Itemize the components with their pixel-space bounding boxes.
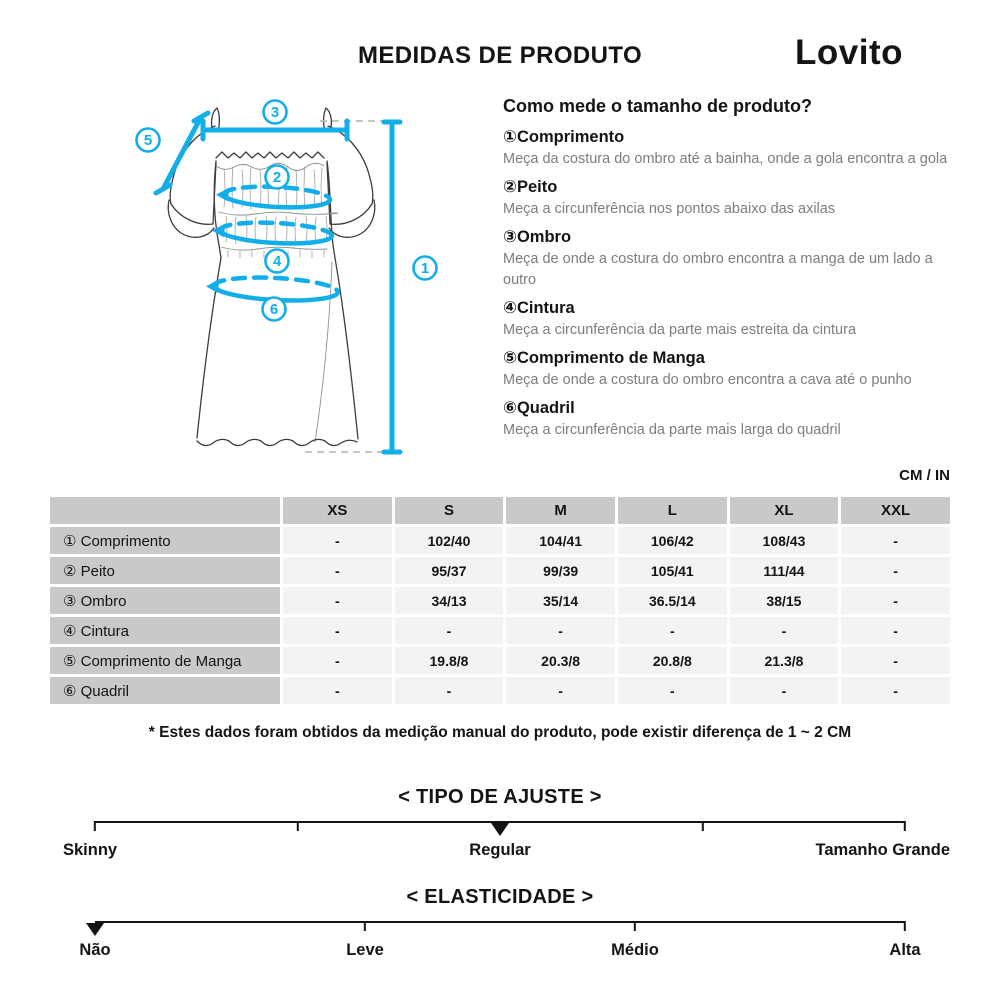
table-corner-cell xyxy=(50,497,280,524)
svg-text:4: 4 xyxy=(272,253,282,270)
cell: 111/44 xyxy=(730,557,839,584)
cell: 19.8/8 xyxy=(395,647,504,674)
measurement-footnote: * Estes dados foram obtidos da medição manual do produto, pode existir diferença de 1 ~ 2 CM xyxy=(148,724,852,741)
col-header-m: M xyxy=(506,497,615,524)
svg-text:1: 1 xyxy=(420,260,430,277)
row-label: ④ Cintura xyxy=(50,617,280,644)
guide-item-title: ②Peito xyxy=(503,178,558,196)
cell: - xyxy=(283,557,392,584)
guide-item-quadril xyxy=(503,398,950,441)
elasticity-scale xyxy=(95,921,905,923)
guide-item-ombro xyxy=(503,227,950,291)
guide-heading: Como mede o tamanho de produto? xyxy=(503,96,812,116)
cell: 38/15 xyxy=(730,587,839,614)
elasticity-tick-leve xyxy=(364,921,366,931)
cell: - xyxy=(395,677,504,704)
fit-type-labels xyxy=(50,841,950,863)
cell: 102/40 xyxy=(395,527,504,554)
cell: - xyxy=(618,617,727,644)
cell: 99/39 xyxy=(506,557,615,584)
cell: - xyxy=(841,557,950,584)
guide-item-title: ⑤Comprimento de Manga xyxy=(503,349,705,367)
col-header-l: L xyxy=(618,497,727,524)
cell: - xyxy=(730,677,839,704)
guide-item-title: ④Cintura xyxy=(503,299,575,317)
row-label: ⑤ Comprimento de Manga xyxy=(50,647,280,674)
diagram-marker-3 xyxy=(264,101,287,124)
fit-label-regular: Regular xyxy=(469,841,531,859)
fit-tick-start xyxy=(94,821,96,831)
cell: 21.3/8 xyxy=(730,647,839,674)
table-row-quadril xyxy=(50,677,950,704)
cell: 36.5/14 xyxy=(618,587,727,614)
diagram-marker-5 xyxy=(137,129,160,152)
row-label: ① Comprimento xyxy=(50,527,280,554)
row-label: ③ Ombro xyxy=(50,587,280,614)
diagram-marker-4 xyxy=(266,250,289,273)
elasticity-label-alta: Alta xyxy=(889,941,921,959)
cell: - xyxy=(841,617,950,644)
guide-item-comprimento xyxy=(503,127,950,170)
elasticity-tick-medio xyxy=(634,921,636,931)
length-measure-line xyxy=(384,122,400,452)
elasticity-labels xyxy=(50,941,950,963)
cell: - xyxy=(283,617,392,644)
cell: 20.3/8 xyxy=(506,647,615,674)
svg-text:2: 2 xyxy=(272,169,282,186)
table-row-comprimento xyxy=(50,527,950,554)
cell: 95/37 xyxy=(395,557,504,584)
measuring-guide xyxy=(503,96,950,441)
cell: 20.8/8 xyxy=(618,647,727,674)
dress-drawing xyxy=(168,108,375,446)
guide-item-desc: Meça a circunferência da parte mais larga do quadril xyxy=(503,422,841,438)
cell: - xyxy=(283,527,392,554)
fit-tick-three-quarter xyxy=(701,821,703,831)
table-row-cintura xyxy=(50,617,950,644)
reference-dash-lines xyxy=(305,121,388,452)
guide-item-desc: Meça a circunferência nos pontos abaixo das axilas xyxy=(503,201,836,217)
elasticity-tick-alta xyxy=(904,921,906,931)
fit-tick-end xyxy=(904,821,906,831)
cell: 104/41 xyxy=(506,527,615,554)
fit-label-tamanho-grande: Tamanho Grande xyxy=(815,841,950,859)
fit-marker-regular xyxy=(491,823,509,836)
cell: 106/42 xyxy=(618,527,727,554)
row-label: ⑥ Quadril xyxy=(50,677,280,704)
elasticity-label-nao: Não xyxy=(79,941,111,959)
guide-item-title: ①Comprimento xyxy=(503,128,625,146)
col-header-xxl: XXL xyxy=(841,497,950,524)
unit-label: CM / IN xyxy=(899,467,950,484)
diagram-marker-1 xyxy=(414,257,437,280)
cell: - xyxy=(395,617,504,644)
svg-text:6: 6 xyxy=(269,301,279,318)
col-header-s: S xyxy=(395,497,504,524)
guide-item-comprimento-de-manga xyxy=(503,348,950,391)
elasticity-label-medio: Médio xyxy=(611,941,659,959)
cell: - xyxy=(841,527,950,554)
table-row-peito xyxy=(50,557,950,584)
cell: 35/14 xyxy=(506,587,615,614)
elasticity-label-leve: Leve xyxy=(346,941,384,959)
cell: - xyxy=(506,617,615,644)
cell: - xyxy=(841,677,950,704)
guide-item-title: ③Ombro xyxy=(503,228,572,246)
guide-item-desc: Meça de onde a costura do ombro encontra a manga de um lado a outro xyxy=(503,251,933,288)
fit-type-scale xyxy=(95,821,905,823)
fit-type-title: < TIPO DE AJUSTE > xyxy=(398,786,602,808)
cell: 108/43 xyxy=(730,527,839,554)
svg-text:5: 5 xyxy=(143,132,153,149)
col-header-xs: XS xyxy=(283,497,392,524)
guide-item-peito xyxy=(503,177,950,220)
table-row-comprimento-de-manga xyxy=(50,647,950,674)
guide-item-desc: Meça a circunferência da parte mais estreita da cintura xyxy=(503,322,857,338)
elasticity-title: < ELASTICIDADE > xyxy=(406,886,594,908)
cell: - xyxy=(841,587,950,614)
fit-label-skinny: Skinny xyxy=(63,841,118,859)
lovito-logo: Lovito xyxy=(795,33,903,72)
guide-item-title: ⑥Quadril xyxy=(503,399,575,417)
guide-item-desc: Meça da costura do ombro até a bainha, onde a gola encontra a gola xyxy=(503,151,948,167)
guide-item-desc: Meça de onde a costura do ombro encontra a cava até o punho xyxy=(503,372,912,388)
table-row-ombro xyxy=(50,587,950,614)
size-table xyxy=(47,494,953,707)
cell: - xyxy=(841,647,950,674)
cell: - xyxy=(730,617,839,644)
cell: - xyxy=(618,677,727,704)
guide-item-cintura xyxy=(503,298,950,341)
cell: - xyxy=(283,587,392,614)
diagram-marker-2 xyxy=(266,166,289,189)
cell: - xyxy=(283,647,392,674)
sleeve-measure-line xyxy=(156,113,208,193)
dress-measurement-diagram xyxy=(130,95,450,467)
elasticity-marker-nao xyxy=(86,923,104,936)
table-header-row xyxy=(50,497,950,524)
cell: - xyxy=(506,677,615,704)
cell: 105/41 xyxy=(618,557,727,584)
cell: 34/13 xyxy=(395,587,504,614)
svg-text:3: 3 xyxy=(270,104,280,121)
waist-measure-ellipse xyxy=(212,220,333,246)
cell: - xyxy=(283,677,392,704)
row-label: ② Peito xyxy=(50,557,280,584)
page-title: MEDIDAS DE PRODUTO xyxy=(357,42,643,69)
col-header-xl: XL xyxy=(730,497,839,524)
diagram-marker-6 xyxy=(263,298,286,321)
fit-tick-quarter xyxy=(296,821,298,831)
